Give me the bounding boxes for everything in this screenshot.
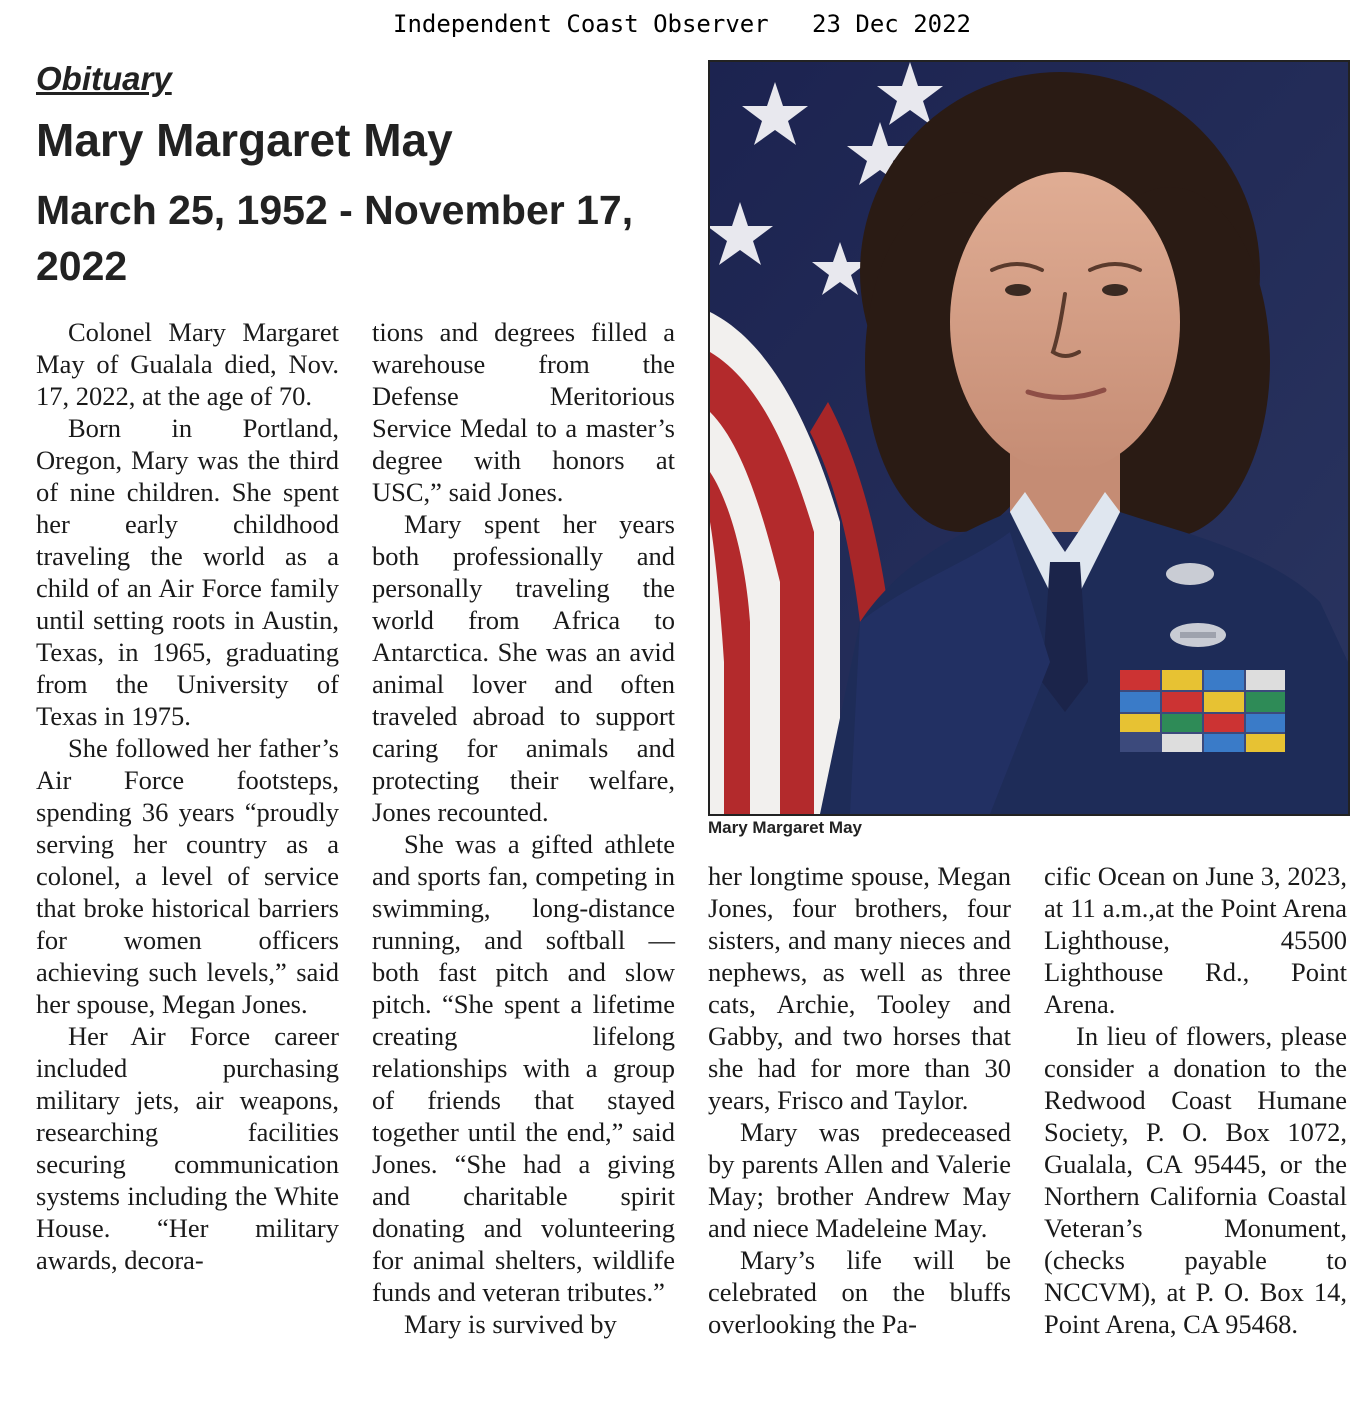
section-label: Obituary (36, 60, 172, 97)
photo-caption: Mary Margaret May (708, 818, 863, 837)
article-paragraph: tions and degrees filled a warehouse from the Defense Meritorious Service Medal to a master’s degree with honors at USC,” said Jones. (372, 317, 675, 507)
article-paragraph: Mary is survived by (404, 1309, 617, 1339)
article-paragraph: Colonel Mary Margaret May of Gualala died, Nov. 17, 2022, at the age of 70. (36, 317, 339, 411)
article-paragraph: She followed her father’s Air Force footsteps, spending 36 years “proudly serving her country as a colonel, a level of service that broke historical barriers for women officers achieving such levels,” said her spouse, Megan Jones. (36, 733, 339, 1019)
article-column-3 (708, 860, 1011, 1340)
article-paragraph: Born in Portland, Oregon, Mary was the third of nine children. She spent her early childhood traveling the world as a child of an Air Force family until setting roots in Austin, Texas, in 1965, graduating from the University of Texas in 1975. (36, 413, 339, 731)
article-paragraph: In lieu of flowers, please consider a donation to the Redwood Coast Humane Society, P. O. Box 1072, Gualala, CA 95445, or the Northern California Coastal Veteran’s Monument, (checks payable to NCCVM), at P. O. Box 14, Point Arena, CA 95468. (1044, 1021, 1347, 1339)
obituary-headline: Mary Margaret May (36, 114, 453, 166)
article-paragraph: Mary’s life will be celebrated on the bluffs overlooking the Pa- (708, 1245, 1011, 1339)
article-paragraph: Her Air Force career included purchasing military jets, air weapons, researching facilities securing communication systems including the White House. “Her military awards, decora- (36, 1021, 339, 1275)
article-paragraph: She was a gifted athlete and sports fan, competing in swimming, long-distance running, and softball — both fast pitch and slow pitch. “She spent a lifetime creating lifelong relationships with a group of friends that stayed together until the end,” said Jones. “She had a giving and charitable spirit donating and volunteering for animal shelters, wildlife funds and veteran tributes.” (372, 829, 675, 1307)
article-column-4 (1044, 860, 1347, 1340)
article-paragraph: her longtime spouse, Megan Jones, four brothers, four sisters, and many nieces and nephews, as well as three cats, Archie, Tooley and Gabby, and two horses that she had for more than 30 years, Frisco and Taylor. (708, 861, 1011, 1115)
portrait-photo (708, 60, 1350, 816)
publication-date: 23 Dec 2022 (812, 10, 971, 38)
article-column-2 (372, 316, 675, 1340)
article-paragraph: cific Ocean on June 3, 2023, at 11 a.m.,at the Point Arena Lighthouse, 45500 Lighthouse Rd., Point Arena. (1044, 861, 1347, 1019)
life-dates: March 25, 1952 - November 17, 2022 (36, 187, 634, 289)
portrait-illustration (710, 62, 1348, 814)
face (950, 172, 1180, 472)
masthead (0, 10, 1364, 38)
ribbon-rack (1120, 670, 1285, 752)
article-column-1 (36, 316, 339, 1276)
article-paragraph: Mary spent her years both professionally and personally traveling the world from Africa to Antarctica. She was an avid animal lover and often traveled abroad to support caring for animals and protecting their welfare, Jones recounted. (372, 509, 675, 827)
publication-name: Independent Coast Observer (393, 10, 769, 38)
article-paragraph: Mary was predeceased by parents Allen and Valerie May; brother Andrew May and niece Madeleine May. (708, 1117, 1011, 1243)
